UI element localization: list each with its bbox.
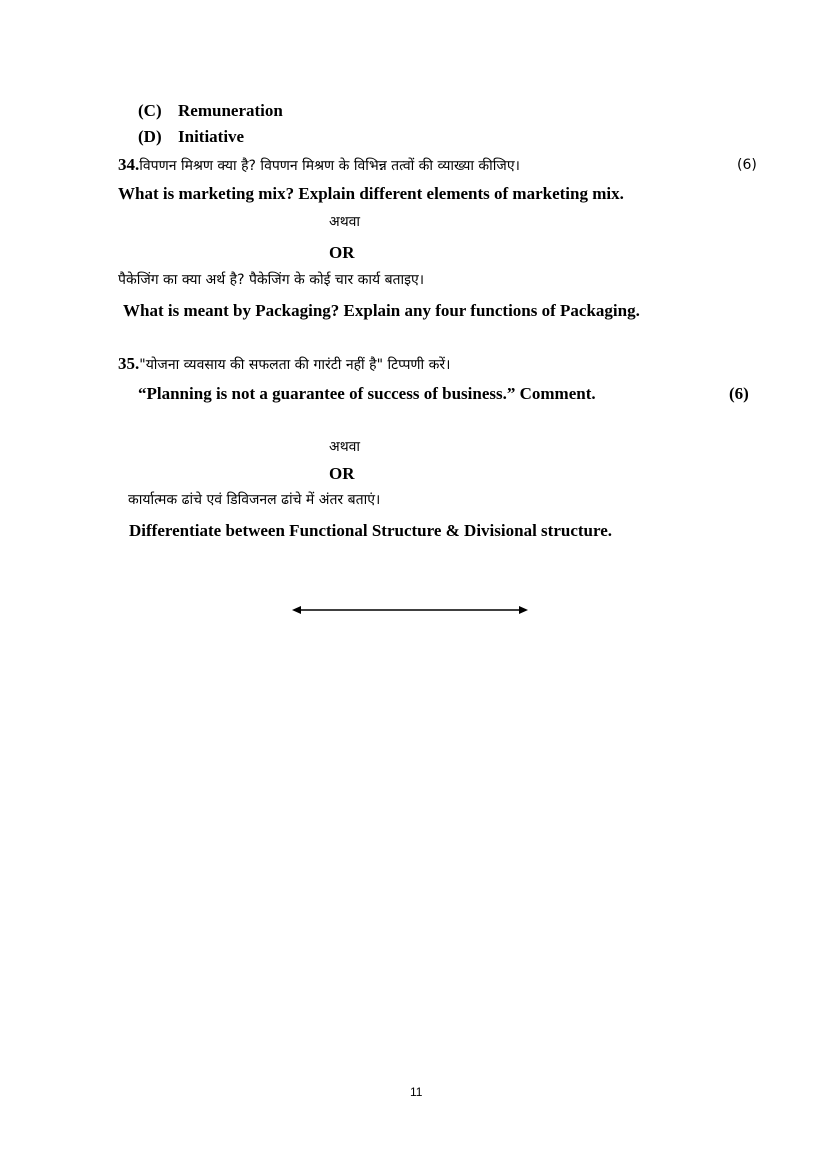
q35-hindi-line — [118, 355, 450, 373]
q35-or-english: OR — [329, 464, 355, 483]
end-of-section-arrow — [290, 602, 530, 618]
q35-alt-english: Differentiate between Functional Structure & Divisional structure. — [129, 521, 613, 540]
option-text: Remuneration — [178, 101, 283, 120]
option-text: Initiative — [178, 127, 245, 146]
option-c — [138, 102, 283, 119]
q34-or-english: OR — [329, 243, 355, 262]
page-number: 11 — [410, 1085, 423, 1099]
question-text-hindi: "योजना व्यवसाय की सफलता की गारंटी नहीं है" टिप्पणी करें। — [139, 357, 451, 373]
q34-english: What is marketing mix? Explain different elements of marketing mix. — [118, 184, 624, 203]
option-letter: (D) — [138, 127, 162, 146]
q35-english: “Planning is not a guarantee of success of business.” Comment. — [138, 384, 596, 403]
q34-marks: (6) — [737, 157, 757, 173]
q34-alt-hindi: पैकेजिंग का क्या अर्थ है? पैकेजिंग के कोई चार कार्य बताइए। — [118, 272, 425, 288]
q35-alt-hindi: कार्यात्मक ढांचे एवं डिविजनल ढांचे में अंतर बताएं। — [128, 492, 381, 508]
question-text-hindi: विपणन मिश्रण क्या है? विपणन मिश्रण के विभिन्न तत्वों की व्याख्या कीजिए। — [139, 158, 520, 174]
q35-or-hindi: अथवा — [329, 439, 361, 455]
q34-hindi-line — [118, 156, 520, 174]
option-letter: (C) — [138, 101, 162, 120]
q34-or-hindi: अथवा — [329, 214, 361, 230]
option-d — [138, 128, 244, 145]
question-number: 34. — [118, 155, 140, 174]
q34-alt-english: What is meant by Packaging? Explain any four functions of Packaging. — [123, 301, 640, 320]
question-number: 35. — [118, 354, 140, 373]
q35-marks: (6) — [729, 384, 749, 403]
